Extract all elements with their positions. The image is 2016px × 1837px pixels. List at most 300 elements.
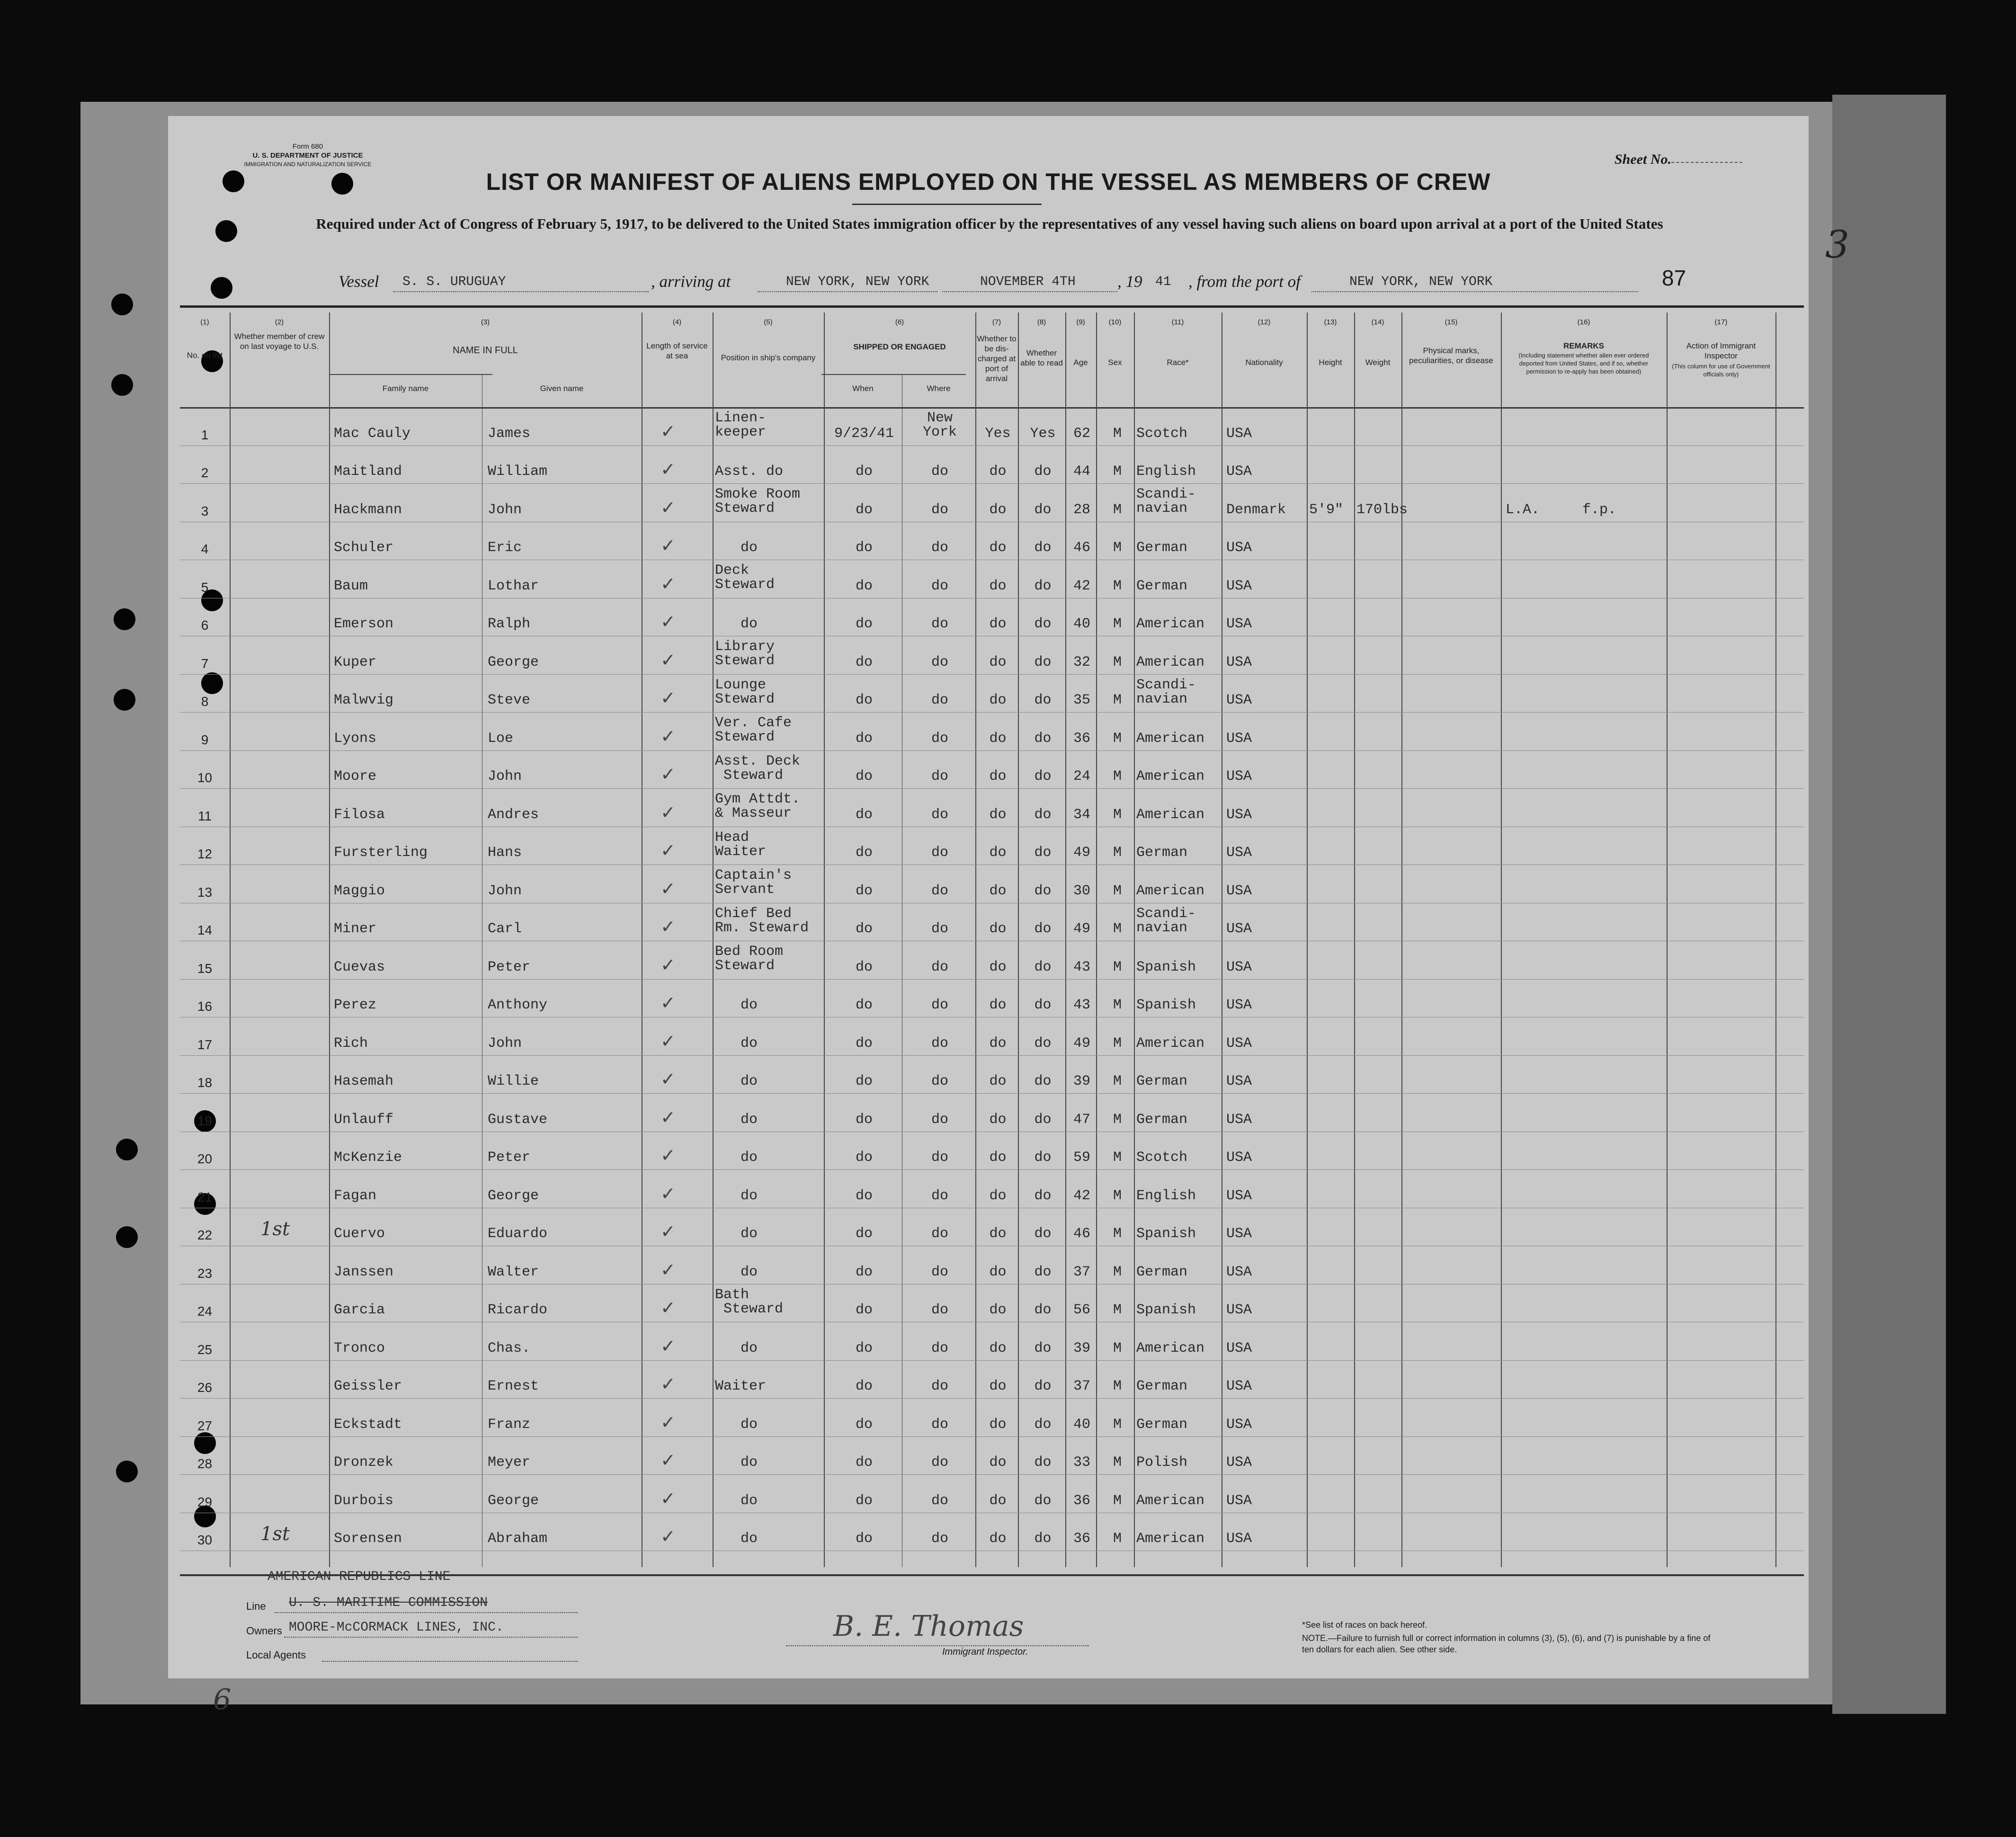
checkmark-icon: ✓ [660,802,676,823]
checkmark-icon: ✓ [660,1221,676,1242]
cell-discharged: do [989,1416,1007,1433]
cell-read: do [1034,540,1052,556]
cell-no: 7 [201,656,209,671]
cell-read: do [1034,845,1052,861]
cell-nationality: Denmark [1226,501,1286,518]
cell-sex: M [1113,1264,1122,1280]
cell-sex: M [1113,654,1122,670]
row-divider [180,750,1804,751]
cell-discharged: do [989,692,1007,708]
cell-discharged: Yes [985,425,1011,442]
cell-age: 42 [1073,578,1090,594]
cell-when: do [855,1302,873,1318]
col-divider [1667,312,1668,1567]
cell-race: Scotch [1136,1150,1188,1166]
row-divider [180,1398,1804,1399]
cell-race: Spanish [1136,1302,1196,1318]
cell-age: 37 [1073,1378,1090,1394]
vessel-name: S. S. URUGUAY [402,275,506,289]
cell-where: do [931,501,948,518]
cell-no: 1 [201,427,209,442]
cell-nationality: USA [1226,1531,1252,1547]
cell-family: Fagan [334,1187,377,1204]
cell-discharged: do [989,501,1007,518]
signature-blank [786,1645,1089,1646]
cell-age: 36 [1073,730,1090,747]
cell-race: German [1136,1264,1188,1280]
cell-position: do [715,997,758,1013]
cell-family: Fursterling [334,845,428,861]
col-9-header: Age [1073,358,1088,367]
cell-discharged: do [989,1226,1007,1242]
cell-race: Scandi- navian [1136,486,1196,517]
cell-when: do [855,578,873,594]
cell-position: Ver. Cafe Steward [715,715,792,745]
col-15-number: (15) [1445,318,1458,326]
col-11-header: Race* [1167,358,1189,367]
cell-sex: M [1113,1378,1122,1394]
col-13-number: (13) [1324,318,1337,326]
cell-family: Geissler [334,1378,402,1394]
cell-read: do [1034,1454,1052,1471]
arriving-blank [758,291,937,292]
cell-position: do [715,1416,758,1433]
cell-nationality: USA [1226,1340,1252,1356]
cell-when: do [855,1035,873,1052]
cell-discharged: do [989,1035,1007,1052]
cell-given: John [488,768,522,785]
col-17-subheader: (This column for use of Government officials only) [1672,363,1770,378]
cell-nationality: USA [1226,959,1252,975]
cell-age: 37 [1073,1264,1090,1280]
cell-when: do [855,1264,873,1280]
cell-position: Asst. do [715,464,784,480]
cell-no: 30 [197,1533,213,1547]
cell-when: do [855,959,873,975]
cell-no: 24 [197,1304,213,1319]
cell-discharged: do [989,1340,1007,1356]
cell-when: do [855,997,873,1013]
col-7-header: Whether to be dis-charged at port of arrival [977,334,1017,383]
punch-hole [111,374,133,396]
page-number: 87 [1662,266,1686,290]
cell-no: 26 [197,1380,213,1395]
cell-when: do [855,1416,873,1433]
cell-discharged: do [989,1073,1007,1089]
cell-given: Andres [488,806,539,823]
col-2-header: Whether member of crew on last voyage to U.S. [234,332,325,351]
punch-hole [116,1461,138,1482]
service-name: IMMIGRATION AND NATURALIZATION SERVICE [244,161,372,168]
col-16-subheader: (Including statement whether alien ever ordered deported from United States, and if so, whether permission to re-apply has been obtained) [1518,352,1649,375]
cell-sex: M [1113,883,1122,899]
cell-race: American [1136,1340,1205,1356]
cell-read: do [1034,1302,1052,1318]
cell-no: 6 [201,618,209,633]
cell-position: Lounge Steward [715,677,775,707]
cell-sex: M [1113,1187,1122,1204]
cell-sex: M [1113,501,1122,518]
cell-where: do [931,1073,948,1089]
cell-position: do [715,1226,758,1242]
checkmark-icon: ✓ [660,1030,676,1052]
cell-when: 9/23/41 [834,425,894,442]
cell-age: 43 [1073,959,1090,975]
cell-read: do [1034,1073,1052,1089]
punch-hole [211,277,232,299]
owners-blank [284,1637,578,1638]
col-divider [1401,312,1402,1567]
cell-age: 46 [1073,540,1090,556]
cell-family: Dronzek [334,1454,394,1471]
cell-age: 40 [1073,616,1090,632]
checkmark-icon: ✓ [660,611,676,632]
cell-age: 49 [1073,845,1090,861]
cell-when: do [855,1340,873,1356]
col-17-number: (17) [1714,318,1728,326]
row-divider [180,1436,1804,1437]
cell-discharged: do [989,921,1007,937]
checkmark-icon: ✓ [660,725,676,747]
cell-when: do [855,1150,873,1166]
cell-nationality: USA [1226,921,1252,937]
cell-sex: M [1113,1340,1122,1356]
cell-nationality: USA [1226,1111,1252,1128]
cell-discharged: do [989,806,1007,823]
cell-read: do [1034,1340,1052,1356]
checkmark-icon: ✓ [660,878,676,899]
cell-family: Baum [334,578,368,594]
cell-position: do [715,616,758,632]
col-3-family-header: Family name [382,384,429,393]
cell-discharged: do [989,1111,1007,1128]
cell-when: do [855,845,873,861]
cell-no: 9 [201,732,209,747]
cell-no: 5 [201,580,209,595]
cell-given: Anthony [488,997,548,1013]
cell-where: New York [922,410,957,440]
cell-where: do [931,616,948,632]
cell-weight: 170lbs [1356,501,1408,518]
penalty-note: NOTE.—Failure to furnish full or correct information in columns (3), (5), (6), and (7) is punishable by a fine of ten dollars for each alien. See other side. [1302,1633,1711,1654]
col-5-number: (5) [764,318,773,326]
owners-label: Owners [246,1625,282,1637]
cell-sex: M [1113,921,1122,937]
cell-given: Lothar [488,578,539,594]
cell-age: 49 [1073,921,1090,937]
cell-sex: M [1113,959,1122,975]
cell-family: Kuper [334,654,377,670]
cell-read: do [1034,1150,1052,1166]
cell-position: Smoke Room Steward [715,486,801,517]
cell-no: 20 [197,1151,213,1166]
cell-race: German [1136,1073,1188,1089]
cell-position: do [715,1150,758,1166]
cell-where: do [931,692,948,708]
cell-given: Walter [488,1264,539,1280]
cell-discharged: do [989,1264,1007,1280]
col-8-header: Whether able to read [1020,348,1063,367]
row-divider [180,483,1804,484]
cell-when: do [855,616,873,632]
cell-when: do [855,464,873,480]
cell-position: do [715,1035,758,1052]
col-6-when-header: When [852,384,874,393]
cell-race: Polish [1136,1454,1188,1471]
manifest-table [180,312,1804,1567]
cell-discharged: do [989,464,1007,480]
cell-position: Head Waiter [715,829,767,860]
cell-race: American [1136,883,1205,899]
col-2-number: (2) [275,318,284,326]
cell-crew-last-voyage: 1st [260,1218,290,1240]
cell-where: do [931,1150,948,1166]
cell-sex: M [1113,1302,1122,1318]
col-14-number: (14) [1371,318,1384,326]
cell-age: 39 [1073,1340,1090,1356]
checkmark-icon: ✓ [660,573,676,594]
cell-when: do [855,501,873,518]
col-divider [1096,312,1097,1567]
inspector-label: Immigrant Inspector. [942,1647,1028,1657]
cell-read: do [1034,997,1052,1013]
cell-discharged: do [989,883,1007,899]
cell-family: Moore [334,768,377,785]
cell-family: Eckstadt [334,1416,402,1433]
from-port-label: , from the port of [1188,272,1301,291]
col-4-header: Length of service at sea [646,341,708,360]
checkmark-icon: ✓ [660,687,676,708]
cell-race: Scotch [1136,425,1188,442]
cell-nationality: USA [1226,1454,1252,1471]
cell-family: Maitland [334,464,402,480]
cell-discharged: do [989,616,1007,632]
cell-nationality: USA [1226,768,1252,785]
cell-nationality: USA [1226,845,1252,861]
margin-handwritten-mark: 3 [1825,223,1849,267]
row-divider [180,674,1804,675]
local-agents-label: Local Agents [246,1649,306,1661]
cell-where: do [931,1492,948,1509]
cell-read: do [1034,883,1052,899]
col-6-number: (6) [895,318,904,326]
col-7-number: (7) [992,318,1001,326]
cell-where: do [931,540,948,556]
cell-family: Garcia [334,1302,385,1318]
cell-read: do [1034,921,1052,937]
vessel-blank [393,291,649,292]
cell-position: Bed Room Steward [715,944,784,974]
cell-race: Spanish [1136,997,1196,1013]
cell-race: German [1136,845,1188,861]
line-label: Line [246,1600,266,1612]
cell-where: do [931,1378,948,1394]
cell-where: do [931,959,948,975]
cell-position: do [715,1111,758,1128]
cell-family: Miner [334,921,377,937]
cell-given: George [488,1187,539,1204]
cell-read: do [1034,959,1052,975]
punch-hole [116,1139,138,1160]
checkmark-icon: ✓ [660,1526,676,1547]
cell-sex: M [1113,1035,1122,1052]
checkmark-icon: ✓ [660,1145,676,1166]
page-subtitle: Required under Act of Congress of February 5, 1917, to be delivered to the United States immigration officer by the representatives of any vessel having such aliens on board upon arrival at a port of the United States [316,215,1663,232]
company-name: AMERICAN REPUBLICS LINE [268,1569,451,1584]
races-note: *See list of races on back hereof. [1302,1620,1427,1630]
row-divider [180,1093,1804,1094]
col-12-header: Nationality [1245,358,1283,367]
row-divider [180,1360,1804,1361]
cell-where: do [931,654,948,670]
cell-discharged: do [989,959,1007,975]
cell-nationality: USA [1226,1416,1252,1433]
cell-where: do [931,1111,948,1128]
cell-nationality: USA [1226,425,1252,442]
checkmark-icon: ✓ [660,535,676,556]
row-divider [180,1055,1804,1056]
col-divider [1134,312,1135,1567]
cell-sex: M [1113,692,1122,708]
punch-hole [215,220,237,242]
cell-age: 36 [1073,1531,1090,1547]
cell-age: 40 [1073,1416,1090,1433]
cell-family: Schuler [334,540,394,556]
cell-race: American [1136,1035,1205,1052]
col-12-number: (12) [1258,318,1271,326]
cell-age: 44 [1073,464,1090,480]
cell-no: 22 [197,1228,213,1242]
cell-no: 10 [197,770,213,785]
cell-no: 23 [197,1266,213,1281]
col-10-header: Sex [1108,358,1122,367]
line-value: U. S. MARITIME COMMISSION [289,1596,488,1610]
cell-when: do [855,806,873,823]
row-divider [180,788,1804,789]
cell-read: do [1034,578,1052,594]
cell-age: 36 [1073,1492,1090,1509]
cell-where: do [931,997,948,1013]
cell-sex: M [1113,806,1122,823]
cell-sex: M [1113,1454,1122,1471]
cell-nationality: USA [1226,578,1252,594]
cell-sex: M [1113,540,1122,556]
col-divider [1501,312,1502,1567]
cell-discharged: do [989,1492,1007,1509]
cell-race: Scandi- navian [1136,677,1196,707]
cell-discharged: do [989,1150,1007,1166]
cell-no: 25 [197,1342,213,1357]
cell-age: 28 [1073,501,1090,518]
cell-position: Chief Bed Rm. Steward [715,905,809,936]
cell-sex: M [1113,845,1122,861]
cell-read: Yes [1030,425,1056,442]
checkmark-icon: ✓ [660,1335,676,1356]
cell-nationality: USA [1226,997,1252,1013]
cell-race: Spanish [1136,959,1196,975]
cell-where: do [931,464,948,480]
cell-nationality: USA [1226,540,1252,556]
checkmark-icon: ✓ [660,840,676,861]
title-rule [852,204,1042,205]
cell-when: do [855,883,873,899]
col-divider [1354,312,1355,1567]
row-divider [180,979,1804,980]
cell-given: Chas. [488,1340,531,1356]
cell-nationality: USA [1226,464,1252,480]
col-8-number: (8) [1037,318,1046,326]
col-divider [713,312,714,1567]
cell-sex: M [1113,578,1122,594]
cell-read: do [1034,1416,1052,1433]
cell-family: Cuervo [334,1226,385,1242]
cell-sex: M [1113,997,1122,1013]
checkmark-icon: ✓ [660,459,676,480]
cell-position: Linen- keeper [715,410,767,440]
cell-position: Gym Attdt. & Masseur [715,791,801,821]
cell-given: Peter [488,959,531,975]
punch-hole [116,1226,138,1248]
cell-sex: M [1113,768,1122,785]
cell-given: Eduardo [488,1226,548,1242]
department-name: U. S. DEPARTMENT OF JUSTICE [252,152,363,160]
cell-position: Bath Steward [715,1286,784,1317]
cell-given: George [488,654,539,670]
cell-race: American [1136,806,1205,823]
cell-no: 2 [201,465,209,480]
cell-family: Unlauff [334,1111,394,1128]
row-divider [180,1474,1804,1475]
cell-read: do [1034,1226,1052,1242]
col-divider [1018,312,1019,1567]
table-top-rule [180,305,1804,308]
cell-given: John [488,501,522,518]
cell-family: Malwvig [334,692,394,708]
cell-no: 27 [197,1418,213,1433]
cell-read: do [1034,1264,1052,1280]
agents-blank [322,1661,578,1662]
cell-given: William [488,464,548,480]
cell-where: do [931,921,948,937]
row-divider [180,1169,1804,1170]
col-divider [1307,312,1308,1567]
cell-family: Janssen [334,1264,394,1280]
col-1-header: No. on list [187,351,223,360]
cell-sex: M [1113,1111,1122,1128]
cell-age: 39 [1073,1073,1090,1089]
cell-given: Steve [488,692,531,708]
cell-sex: M [1113,1150,1122,1166]
checkmark-icon: ✓ [660,1297,676,1318]
cell-nationality: USA [1226,1187,1252,1204]
cell-when: do [855,1073,873,1089]
cell-height: 5'9" [1309,501,1344,518]
col-9-number: (9) [1076,318,1085,326]
col-6-where-header: Where [927,384,951,393]
cell-position: Captain's Servant [715,867,792,898]
cell-read: do [1034,1187,1052,1204]
cell-discharged: do [989,768,1007,785]
cell-discharged: do [989,1378,1007,1394]
cell-when: do [855,654,873,670]
cell-given: Willie [488,1073,539,1089]
cell-race: German [1136,540,1188,556]
cell-age: 62 [1073,425,1090,442]
col-divider [329,312,330,1567]
cell-no: 17 [197,1037,213,1052]
cell-position: do [715,1454,758,1471]
cell-no: 16 [197,999,213,1014]
